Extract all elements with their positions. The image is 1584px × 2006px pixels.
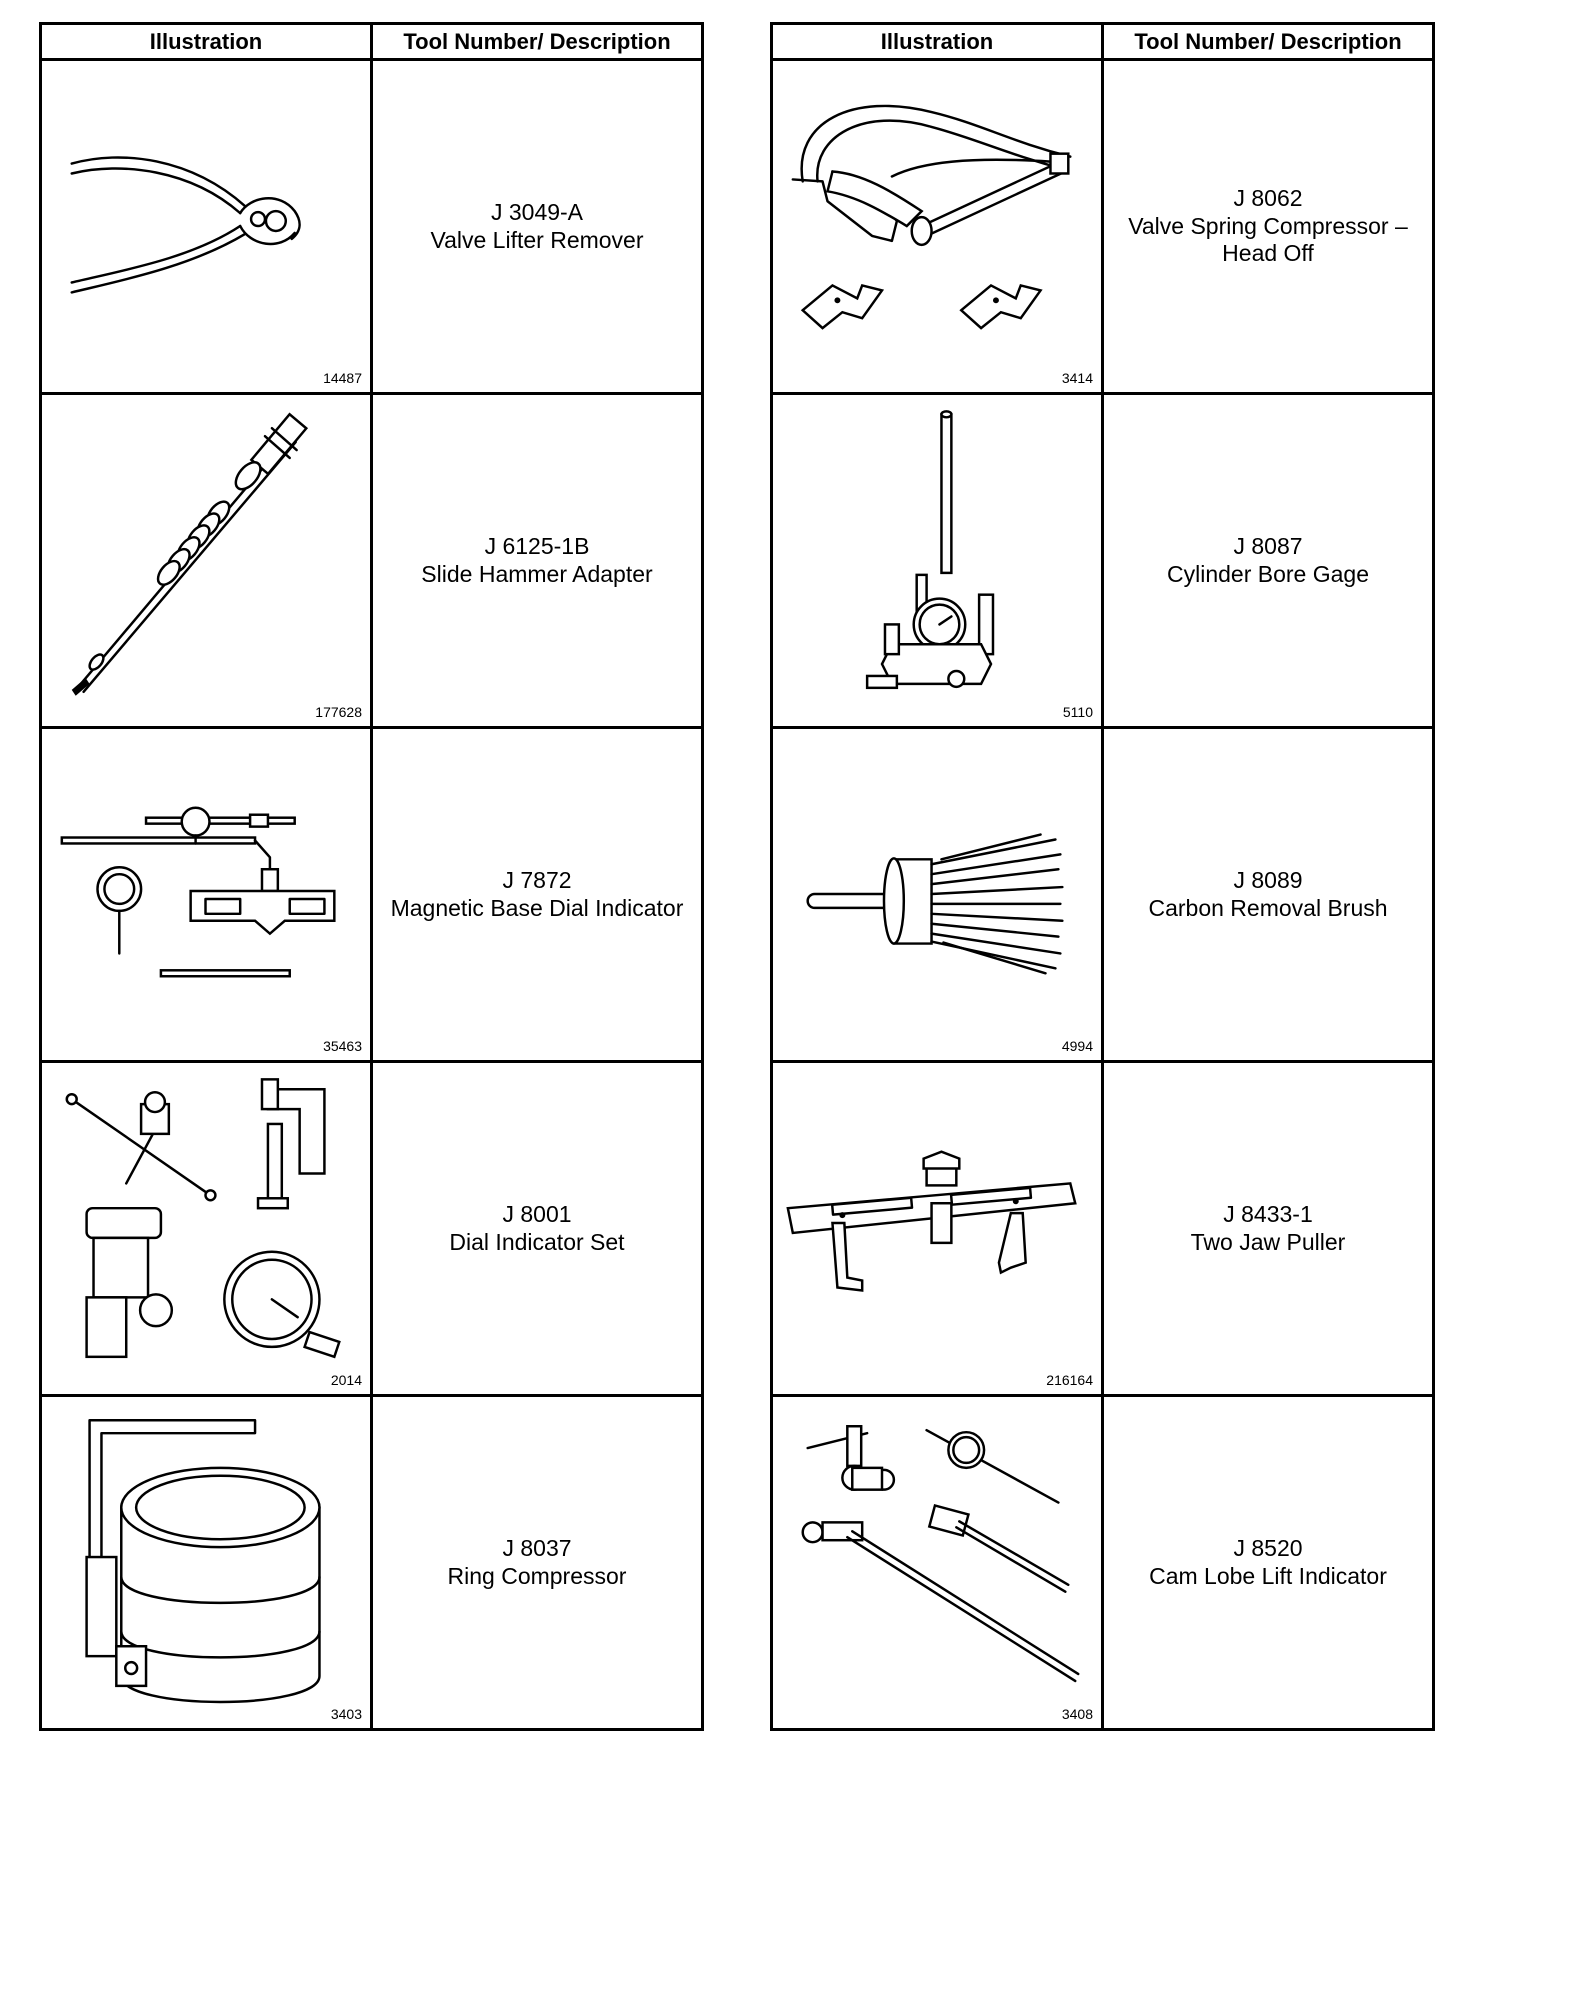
slide-hammer-icon <box>42 395 370 726</box>
tool-description: Dial Indicator Set <box>449 1228 625 1255</box>
ring-compressor-icon <box>42 1397 370 1728</box>
tool-description-cell <box>372 60 703 394</box>
tool-table-right <box>770 22 1435 1731</box>
tool-number: J 8433-1 <box>1223 1200 1313 1227</box>
header-row <box>41 24 703 60</box>
tool-description: Slide Hammer Adapter <box>421 560 653 587</box>
tool-number: J 8520 <box>1233 1534 1303 1561</box>
figure-number: 177628 <box>315 704 362 720</box>
illustration-cell <box>41 394 372 728</box>
figure-number: 35463 <box>323 1038 362 1054</box>
tool-row <box>41 1396 703 1730</box>
header-tool-description: Tool Number/ Description <box>1103 24 1434 60</box>
tool-number: J 8037 <box>502 1534 572 1561</box>
tool-description: Two Jaw Puller <box>1190 1228 1346 1255</box>
tool-description: Cam Lobe Lift Indicator <box>1149 1562 1387 1589</box>
tool-description-cell <box>372 394 703 728</box>
figure-number: 3408 <box>1061 1706 1093 1722</box>
tool-number: J 8062 <box>1233 185 1303 212</box>
illustration-cell <box>772 1396 1103 1730</box>
tool-row <box>772 728 1434 1062</box>
tool-number: J 6125-1B <box>484 532 590 559</box>
illustration-cell <box>772 60 1103 394</box>
tool-number: J 3049-A <box>490 198 584 225</box>
tool-row <box>772 1396 1434 1730</box>
tool-row <box>41 60 703 394</box>
header-illustration: Illustration <box>772 24 1103 60</box>
figure-number: 5110 <box>1062 704 1093 720</box>
pliers-icon <box>42 61 370 392</box>
tool-description-cell <box>1103 1062 1434 1396</box>
figure-number: 2014 <box>330 1372 362 1388</box>
figure-number: 14487 <box>323 370 362 386</box>
tool-row <box>41 394 703 728</box>
tool-description: Valve Spring Compressor – <box>1128 212 1408 239</box>
illustration-cell <box>41 60 372 394</box>
tool-description-cell <box>1103 394 1434 728</box>
tool-row <box>772 60 1434 394</box>
magnetic-base-dial-indicator-icon <box>42 729 370 1060</box>
tool-description-cell <box>1103 60 1434 394</box>
tool-number: J 7872 <box>502 866 572 893</box>
header-tool-description: Tool Number/ Description <box>372 24 703 60</box>
illustration-cell <box>772 1062 1103 1396</box>
illustration-cell <box>41 728 372 1062</box>
tool-row <box>772 1062 1434 1396</box>
tool-description: Valve Lifter Remover <box>430 226 644 253</box>
tool-description: Ring Compressor <box>447 1562 627 1589</box>
tool-row <box>41 728 703 1062</box>
tool-row <box>772 394 1434 728</box>
dial-indicator-set-icon <box>42 1063 370 1394</box>
tool-description-continued: Head Off <box>1222 240 1314 267</box>
tool-table-left <box>39 22 704 1731</box>
tool-number: J 8089 <box>1233 866 1303 893</box>
brush-icon <box>773 729 1101 1060</box>
tool-description-cell <box>1103 1396 1434 1730</box>
illustration-cell <box>772 728 1103 1062</box>
figure-number: 3414 <box>1061 370 1093 386</box>
tool-number: J 8087 <box>1233 532 1303 559</box>
tool-description: Magnetic Base Dial Indicator <box>390 894 684 921</box>
figure-number: 4994 <box>1061 1038 1093 1054</box>
tool-description-cell <box>372 1396 703 1730</box>
illustration-cell <box>772 394 1103 728</box>
tool-description-cell <box>372 1062 703 1396</box>
tool-description-cell <box>1103 728 1434 1062</box>
header-illustration: Illustration <box>41 24 372 60</box>
tool-description-cell <box>372 728 703 1062</box>
tool-row <box>41 1062 703 1396</box>
illustration-cell <box>41 1396 372 1730</box>
two-jaw-puller-icon <box>773 1063 1101 1394</box>
tool-description: Cylinder Bore Gage <box>1167 560 1369 587</box>
tool-number: J 8001 <box>502 1200 572 1227</box>
valve-spring-compressor-icon <box>773 61 1101 392</box>
figure-number: 3403 <box>330 1706 362 1722</box>
figure-number: 216164 <box>1046 1372 1093 1388</box>
cam-lobe-lift-indicator-icon <box>773 1397 1101 1728</box>
bore-gage-icon <box>773 395 1101 726</box>
header-row <box>772 24 1434 60</box>
tool-description: Carbon Removal Brush <box>1148 894 1388 921</box>
illustration-cell <box>41 1062 372 1396</box>
